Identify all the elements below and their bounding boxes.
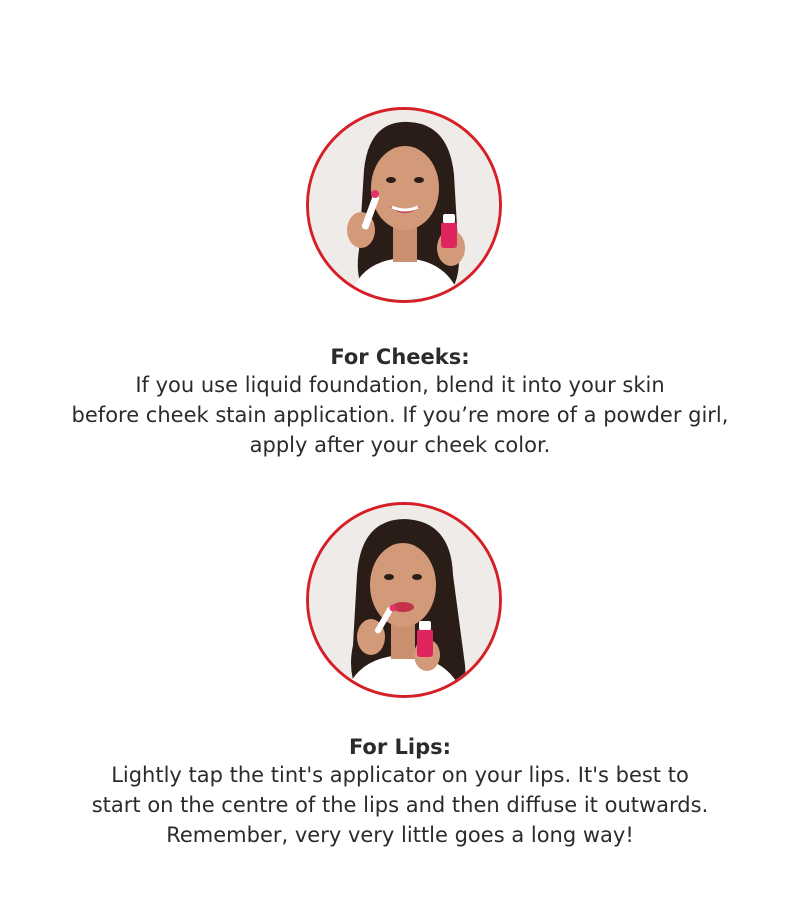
lips-line-2: start on the centre of the lips and then diffuse it outwards.: [91, 793, 709, 817]
cheeks-line-2: before cheek stain application. If you’re more of a powder girl,: [71, 403, 729, 427]
cheeks-line-3: apply after your cheek color.: [249, 433, 551, 457]
lips-instructions: [0, 760, 800, 850]
lips-line-3: Remember, very very little goes a long way!: [166, 823, 634, 847]
lips-line-1: Lightly tap the tint's applicator on your lips. It's best to: [111, 763, 689, 787]
lips-model-photo: [306, 502, 502, 698]
cheeks-model-illustration: [309, 110, 499, 300]
cheeks-heading: For Cheeks:: [330, 345, 470, 369]
lips-heading: For Lips:: [348, 735, 452, 759]
cheeks-line-1: If you use liquid foundation, blend it into your skin: [135, 373, 665, 397]
cheeks-model-photo: [306, 107, 502, 303]
cheeks-instructions: [0, 370, 800, 460]
lips-model-illustration: [309, 505, 499, 695]
